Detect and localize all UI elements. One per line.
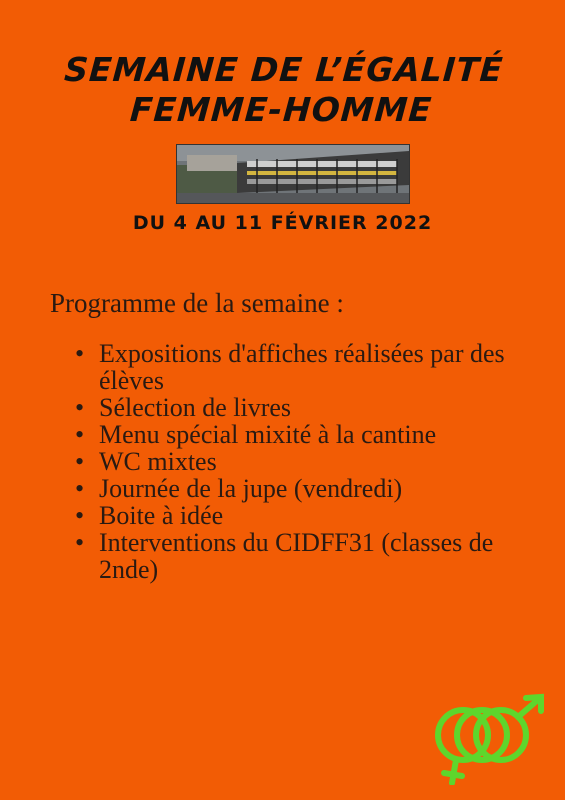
program-list: [50, 340, 550, 583]
list-item: • Journée de la jupe (vendredi): [50, 475, 550, 502]
gender-equality-icon: [420, 690, 555, 785]
list-item: • Interventions du CIDFF31 (classes de 2nde): [50, 529, 550, 583]
list-item: • WC mixtes: [50, 448, 550, 475]
school-building-photo: [176, 144, 410, 204]
title-line-2: FEMME-HOMME: [128, 90, 434, 129]
program-heading: Programme de la semaine :: [50, 288, 344, 318]
list-item: • Expositions d'affiches réalisées par des élèves: [50, 340, 550, 394]
list-item: • Sélection de livres: [50, 394, 550, 421]
poster-title: [0, 50, 565, 130]
title-line-1: SEMAINE DE L’ÉGALITÉ: [63, 50, 505, 89]
list-item: • Boite à idée: [50, 502, 550, 529]
list-item: • Menu spécial mixité à la cantine: [50, 421, 550, 448]
event-dates: DU 4 AU 11 FÉVRIER 2022: [132, 212, 433, 234]
